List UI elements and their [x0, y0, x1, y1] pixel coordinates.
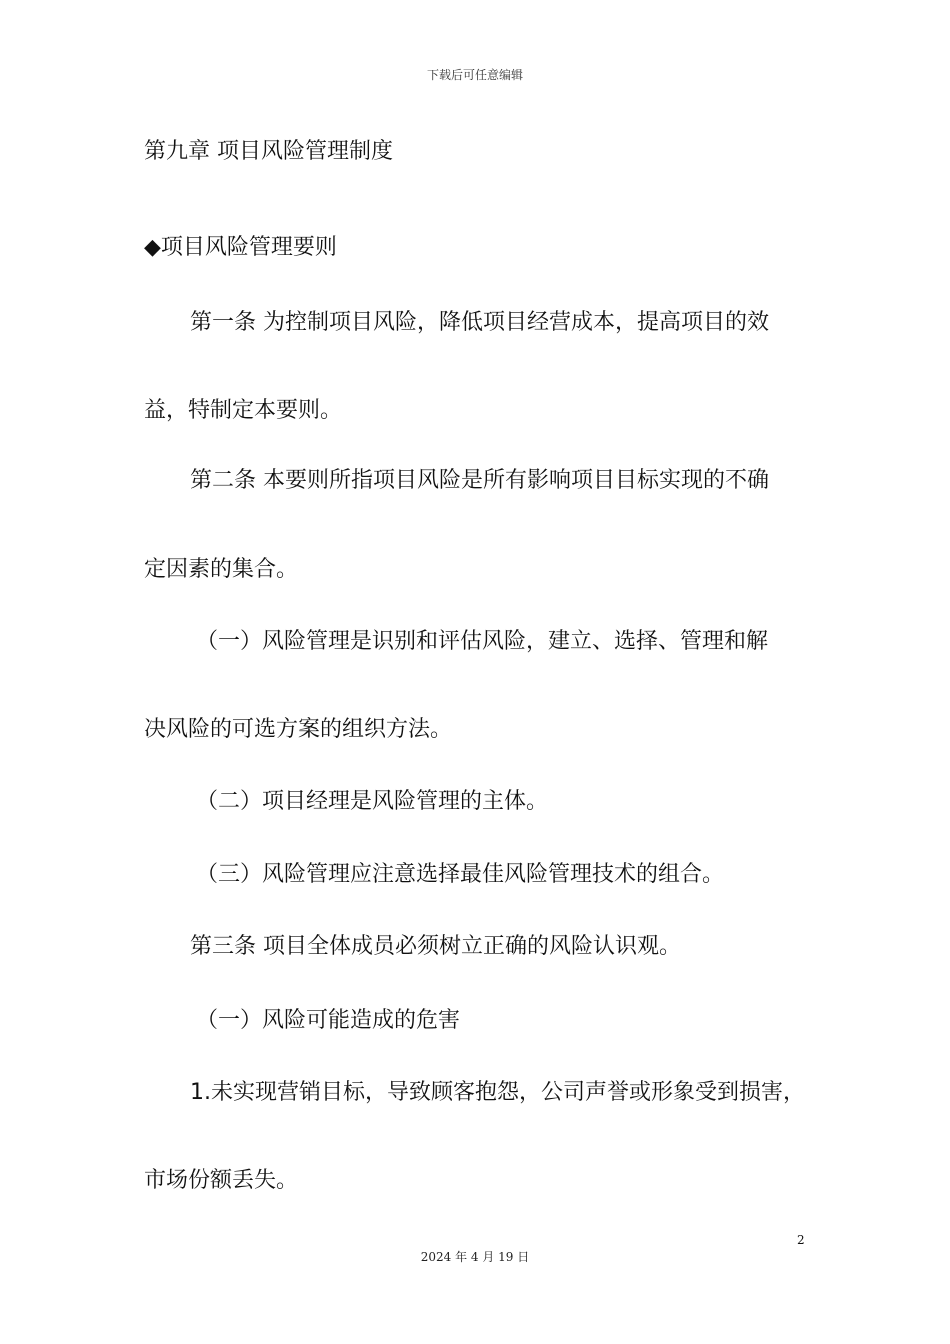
chapter-title: 第九章 项目风险管理制度	[144, 139, 393, 164]
clause-2: （二）项目经理是风险管理的主体。	[196, 789, 549, 814]
article-2-line-2: 定因素的集合。	[144, 557, 299, 582]
article-2-line-1: 第二条 本要则所指项目风险是所有影响项目目标实现的不确	[190, 468, 769, 493]
article-3: 第三条 项目全体成员必须树立正确的风险认识观。	[190, 934, 681, 959]
clause-3: （三）风险管理应注意选择最佳风险管理技术的组合。	[196, 862, 725, 887]
article-3-clause-1: （一）风险可能造成的危害	[196, 1008, 461, 1033]
article-1-line-2: 益，特制定本要则。	[144, 398, 343, 423]
article-1-line-1: 第一条 为控制项目风险，降低项目经营成本，提高项目的效	[190, 310, 769, 335]
clause-1-line-2: 决风险的可选方案的组织方法。	[144, 717, 453, 742]
item-1-line-1: 1.未实现营销目标，导致顾客抱怨，公司声誉或形象受到损害，	[190, 1080, 805, 1105]
footer-date: 2024 年 4 月 19 日	[420, 1250, 530, 1264]
section-heading: ◆项目风险管理要则	[144, 235, 337, 260]
clause-1-line-1: （一）风险管理是识别和评估风险，建立、选择、管理和解	[196, 629, 769, 654]
item-1-line-2: 市场份额丢失。	[144, 1168, 299, 1193]
header-note: 下载后可任意编辑	[426, 68, 523, 82]
page-number: 2	[797, 1233, 805, 1247]
